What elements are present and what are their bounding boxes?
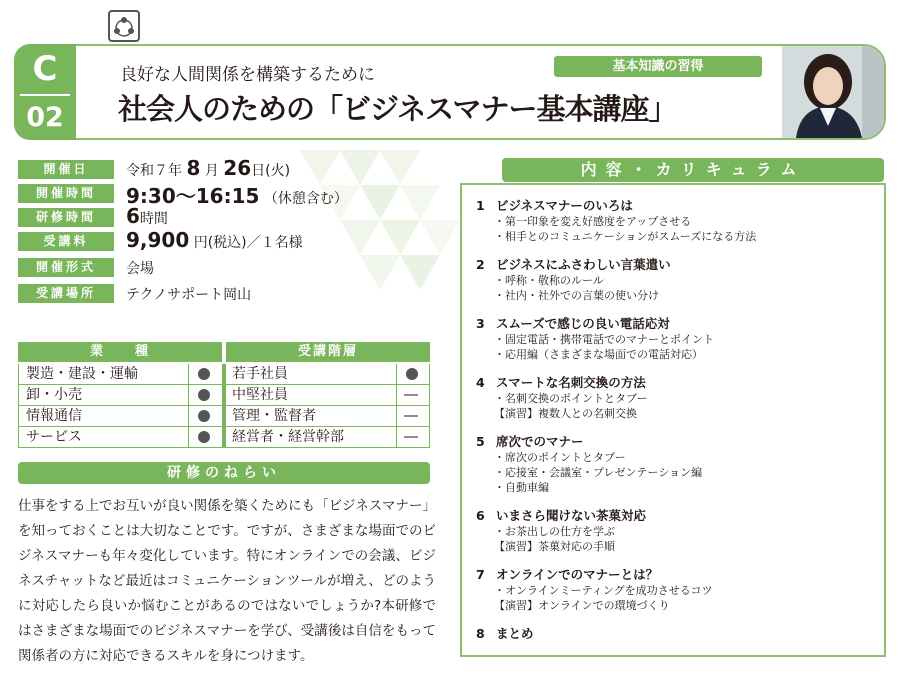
aim-heading: 研修のねらい [18, 462, 430, 484]
curriculum-title: ビジネスにふさわしい言葉遣い [496, 257, 671, 272]
table-divider [222, 364, 226, 448]
info-label-hours: 研修時間 [18, 208, 114, 227]
info-label-venue: 受講場所 [18, 284, 114, 303]
curriculum-point: ・応用編（さまざまな場面での電話対応） [494, 348, 703, 361]
curriculum-title: 席次でのマナー [496, 434, 584, 449]
course-code-letter: C [32, 49, 58, 89]
curriculum-title: ビジネスマナーのいろは [496, 198, 633, 213]
curriculum-number: 1 [476, 198, 485, 213]
curriculum-item [476, 567, 876, 613]
curriculum-title: いまさら聞けない茶菓対応 [496, 508, 647, 523]
curriculum-title: まとめ [496, 626, 534, 641]
fee-unit: 円(税込)／１名様 [193, 235, 303, 251]
info-value-date [126, 156, 290, 180]
info-value-venue: テクノサポート岡山 [126, 287, 252, 303]
curriculum-number: 7 [476, 567, 485, 582]
target-table-body [18, 364, 430, 448]
curriculum-title: スムーズで感じの良い電話応対 [496, 316, 670, 331]
curriculum-point: ・お茶出しの仕方を学ぶ [494, 525, 615, 538]
industry-mark-dot [198, 368, 210, 380]
level-header: 受講階層 [226, 342, 430, 362]
level-cell: 経営者・経営幹部 [232, 429, 344, 445]
curriculum-item [476, 198, 876, 244]
date-month: 8 [186, 156, 201, 180]
fee-value: 9,900 [126, 228, 190, 252]
info-label-format: 開催形式 [18, 258, 114, 277]
date-era: 令和７年 [126, 163, 182, 179]
table-divider [396, 364, 397, 448]
info-value-format: 会場 [126, 261, 154, 277]
curriculum-item [476, 375, 876, 421]
info-value-hours [126, 204, 168, 228]
info-label-date: 開催日 [18, 160, 114, 179]
curriculum-point: ・第一印象を変え好感度をアップさせる [494, 215, 692, 228]
curriculum-point: ・名刺交換のポイントとタブー [494, 392, 648, 405]
curriculum-number: 6 [476, 508, 485, 523]
date-day: 26 [223, 156, 252, 180]
table-border-right [429, 364, 430, 448]
level-cell: 中堅社員 [232, 387, 288, 403]
industry-header: 業 種 [18, 342, 222, 362]
curriculum-item [476, 316, 876, 362]
level-mark-dash: ― [404, 408, 418, 424]
curriculum-item [476, 257, 876, 303]
curriculum-item [476, 434, 876, 495]
curriculum-item [476, 626, 876, 642]
curriculum-heading: 内容・カリキュラム [502, 158, 884, 182]
instructor-photo [782, 46, 884, 138]
curriculum-number: 4 [476, 375, 485, 390]
industry-cell: サービス [26, 429, 82, 445]
curriculum-point: ・相手とのコミュニケーションがスムーズになる方法 [494, 230, 757, 243]
curriculum-title: オンラインでのマナーとは？ [496, 567, 659, 582]
curriculum-point: 【演習】オンラインでの環境づくり [494, 599, 670, 612]
level-mark-dash: ― [404, 429, 418, 445]
curriculum-point: ・応接室・会議室・プレゼンテーション編 [494, 466, 703, 479]
info-label-time: 開催時間 [18, 184, 114, 203]
curriculum-point: 【演習】複数人との名刺交換 [494, 407, 637, 420]
industry-mark-dot [198, 410, 210, 422]
table-divider [188, 364, 189, 448]
aim-text: 仕事をする上でお互いが良い関係を築くためにも「ビジネスマナー」を知っておくことは大切なことです。ですが、さまざまな場面でのビジネスマナーも年々変化しています。特にオンラインでの会議、ビジネスチャットなど最近はコミュニケーションツールが増え、どのように対応したら良いか悩むことがあるのではないでしょうか?本研修ではさまざまな場面でのビジネスマナーを学び、受講後は自信をもって関係者の方に対応できるスキルを身につけます。 [18, 498, 436, 664]
hours-value: 6 [126, 204, 140, 228]
date-day-suffix: 日(火) [251, 163, 291, 179]
level-mark-dash: ― [404, 387, 418, 403]
hours-unit: 時間 [139, 211, 168, 227]
info-value-fee [126, 228, 303, 252]
industry-mark-dot [198, 389, 210, 401]
people-network-icon [108, 10, 140, 42]
industry-cell: 卸・小売 [26, 387, 82, 403]
industry-cell: 製造・建設・運輸 [26, 366, 138, 382]
time-note: （休憩含む） [263, 191, 348, 207]
curriculum-point: ・席次のポイントとタブー [494, 451, 626, 464]
info-label-fee: 受講料 [18, 232, 114, 251]
curriculum-point: 【演習】茶菓対応の手順 [494, 540, 615, 553]
curriculum-number: 3 [476, 316, 485, 331]
curriculum-list [476, 198, 876, 655]
curriculum-point: ・自動車編 [494, 481, 549, 494]
level-cell: 管理・監督者 [232, 408, 316, 424]
level-cell: 若手社員 [232, 366, 288, 382]
background-triangle-pattern [300, 150, 460, 300]
curriculum-title: スマートな名刺交換の方法 [496, 375, 646, 390]
level-mark-dot [406, 368, 418, 380]
time-value: 9:30～16:15 [126, 184, 260, 208]
course-code-number: 02 [26, 102, 64, 133]
industry-mark-dot [198, 431, 210, 443]
curriculum-point: ・呼称・敬称のルール [494, 274, 604, 287]
curriculum-point: ・オンラインミーティングを成功させるコツ [494, 584, 713, 597]
course-subtitle: 良好な人間関係を構築するために [120, 65, 375, 85]
curriculum-number: 2 [476, 257, 485, 272]
industry-cell: 情報通信 [26, 408, 82, 424]
course-title: 社会人のための「ビジネスマナー基本講座」 [118, 92, 677, 126]
curriculum-point: ・社内・社外での言葉の使い分け [494, 289, 659, 302]
curriculum-point: ・固定電話・携帯電話でのマナーとポイント [494, 333, 714, 346]
curriculum-number: 8 [476, 626, 485, 641]
curriculum-number: 5 [476, 434, 485, 449]
date-month-unit: 月 [204, 163, 219, 179]
table-border-left [18, 364, 19, 448]
category-tag: 基本知識の習得 [554, 56, 762, 77]
curriculum-item [476, 508, 876, 554]
